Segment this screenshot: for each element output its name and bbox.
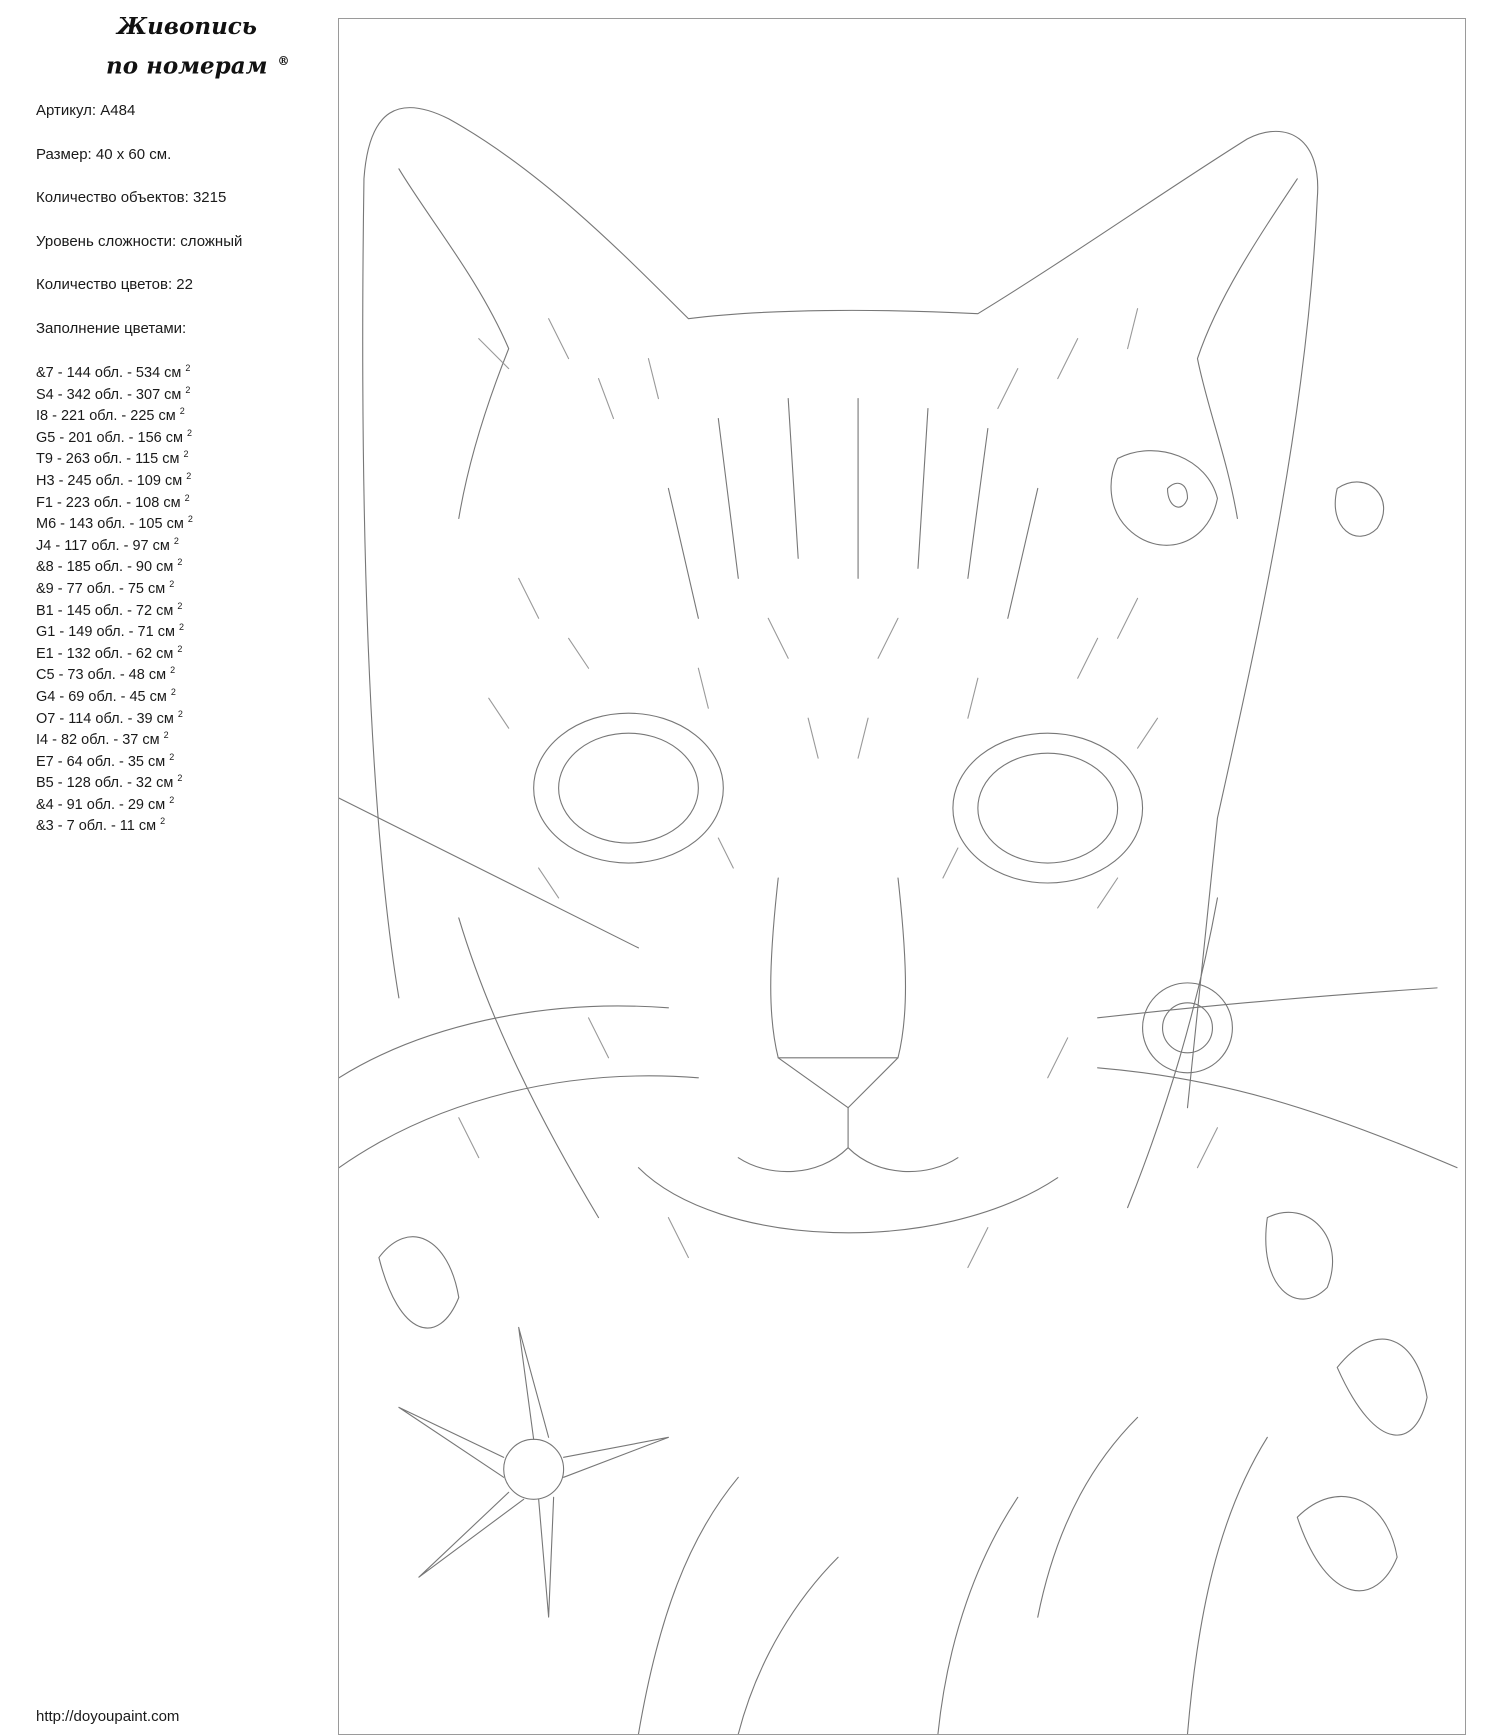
legend-item [36,509,193,531]
legend-item-text: O7 - 114 обл. - 39 см [36,710,174,727]
brand-line-2 [60,44,290,84]
legend-item [36,768,193,790]
canvas-size: Размер: 40 х 60 см. [36,145,172,163]
legend-item [36,466,193,488]
legend-item-sup: 2 [170,686,176,697]
right-eye-inner [978,753,1118,863]
legend-item-sup: 2 [187,514,193,525]
daisy-petals [399,1327,669,1617]
legend-item [36,811,193,833]
legend-item-text: &8 - 185 обл. - 90 см [36,559,174,576]
color-legend [36,358,193,833]
legend-item-text: G4 - 69 обл. - 45 см [36,688,167,705]
legend-item-sup: 2 [173,535,179,546]
legend-item-text: I8 - 221 обл. - 225 см [36,408,176,425]
brand-logo [60,10,290,84]
left-ear-inner [399,169,509,519]
brand-line-2-text: по номерам [106,52,268,80]
legend-item-text: &4 - 91 обл. - 29 см [36,796,166,813]
legend-item [36,401,193,423]
legend-item-text: F1 - 223 обл. - 108 см [36,494,181,511]
legend-item-text: &7 - 144 обл. - 534 см [36,364,182,381]
registered-mark: ® [277,54,290,68]
legend-item-text: &9 - 77 обл. - 75 см [36,580,166,597]
legend-item-sup: 2 [169,751,175,762]
legend-item-sup: 2 [187,427,193,438]
legend-item-text: H3 - 245 обл. - 109 см [36,472,183,489]
legend-item-text: G5 - 201 обл. - 156 см [36,429,183,446]
product-specs [36,101,242,362]
left-eye-outer [534,713,724,863]
legend-item-sup: 2 [177,557,183,568]
cat-mouth [738,1108,958,1172]
difficulty-level: Уровень сложности: сложный [36,232,243,250]
legend-item [36,596,193,618]
cat-outline-artwork [339,19,1465,1734]
legend-item-sup: 2 [160,816,166,827]
legend-item-sup: 2 [169,794,175,805]
legend-item [36,747,193,769]
legend-item-sup: 2 [179,406,185,417]
daisy-center [504,1439,564,1499]
brand-line-1: Живопись [117,13,257,40]
legend-item [36,531,193,553]
legend-item-sup: 2 [178,622,184,633]
legend-item-text: B5 - 128 обл. - 32 см [36,775,174,792]
legend-item-text: B1 - 145 обл. - 72 см [36,602,174,619]
legend-item-text: E1 - 132 обл. - 62 см [36,645,174,662]
legend-item [36,617,193,639]
color-count: Количество цветов: 22 [36,276,193,293]
legend-item-text: G1 - 149 обл. - 71 см [36,623,175,640]
legend-item-text: E7 - 64 обл. - 35 см [36,753,166,770]
right-ear-inner [1197,179,1297,519]
legend-item [36,574,193,596]
legend-item [36,725,193,747]
legend-item-sup: 2 [184,492,190,503]
legend-item-text: J4 - 117 обл. - 97 см [36,537,170,554]
fill-heading: Заполнение цветами: [36,319,187,337]
right-eye-outer [953,733,1143,883]
legend-item-text: S4 - 342 обл. - 307 см [36,386,182,403]
cat-head-outline [363,108,1318,1108]
legend-item [36,488,193,510]
legend-item [36,444,193,466]
cat-nose [778,1058,898,1108]
legend-item [36,380,193,402]
legend-item-sup: 2 [177,773,183,784]
legend-item [36,358,193,380]
legend-item-sup: 2 [177,600,183,611]
legend-item-text: I4 - 82 обл. - 37 см [36,731,160,748]
legend-item-sup: 2 [177,643,183,654]
object-count: Количество объектов: 3215 [36,189,227,206]
legend-item [36,552,193,574]
legend-item-text: M6 - 143 обл. - 105 см [36,515,184,532]
legend-item-sup: 2 [163,730,169,741]
left-eye-inner [559,733,699,843]
legend-item [36,682,193,704]
legend-item [36,704,193,726]
website-link[interactable]: http://doyoupaint.com [36,1708,180,1725]
legend-item [36,423,193,445]
coloring-canvas [338,18,1466,1735]
legend-item [36,660,193,682]
article-number: Артикул: A484 [36,102,136,119]
legend-item-sup: 2 [185,363,191,373]
legend-item [36,790,193,812]
legend-item [36,639,193,661]
legend-item-text: &3 - 7 обл. - 11 см [36,818,157,835]
legend-item-sup: 2 [185,384,191,395]
legend-item-sup: 2 [186,470,192,481]
legend-item-sup: 2 [170,665,176,676]
legend-item-sup: 2 [177,708,183,719]
legend-item-text: C5 - 73 обл. - 48 см [36,667,167,684]
legend-item-sup: 2 [169,578,175,589]
legend-item-text: T9 - 263 обл. - 115 см [36,451,180,468]
nose-bridge [771,878,906,1058]
legend-item-sup: 2 [183,449,189,460]
